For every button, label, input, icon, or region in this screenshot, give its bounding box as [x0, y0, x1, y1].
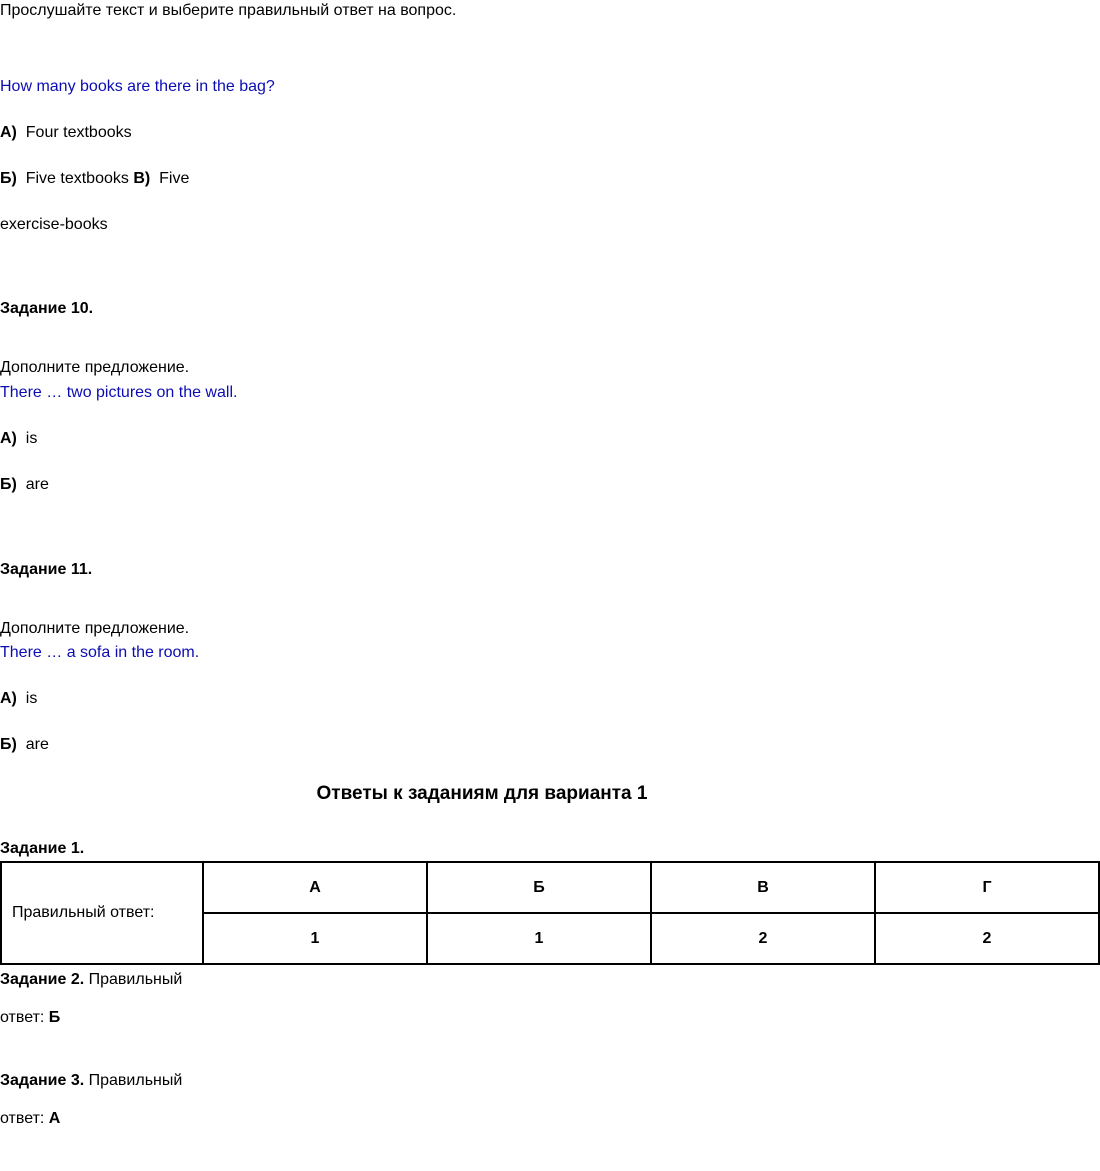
option-letter: В)	[133, 170, 151, 187]
table-header-cell: А	[203, 862, 427, 913]
option-letter: Б)	[0, 476, 17, 493]
option-letter: Б)	[0, 736, 17, 753]
option-text: Five textbooks	[25, 170, 129, 187]
option-text-continuation: exercise-books	[0, 216, 108, 233]
option-b	[0, 475, 49, 495]
option-text: are	[25, 736, 49, 753]
table-value-cell: 1	[203, 913, 427, 964]
option-text: is	[25, 430, 38, 447]
option-a	[0, 429, 37, 449]
task-instruction: Дополните предложение.	[0, 620, 190, 637]
option-b-and-c	[0, 169, 189, 189]
option-b	[0, 735, 49, 755]
question-text: How many books are there in the bag?	[0, 78, 275, 95]
table-header-cell: Г	[875, 862, 1099, 913]
option-a	[0, 689, 37, 709]
answer-value: А	[48, 1110, 61, 1127]
answer-value: Б	[48, 1009, 61, 1026]
option-text: Four textbooks	[25, 124, 132, 141]
task-title: Задание 3.	[0, 1072, 85, 1089]
option-a	[0, 123, 132, 143]
answers-heading: Ответы к заданиям для варианта 1	[316, 783, 648, 804]
sentence-text: There … two pictures on the wall.	[0, 384, 238, 401]
option-letter: А)	[0, 124, 17, 141]
answer-prefix: ответ:	[0, 1009, 45, 1026]
answer-text: Правильный	[88, 1072, 183, 1089]
option-letter: А)	[0, 690, 17, 707]
option-text: is	[25, 690, 38, 707]
table-row	[1, 862, 1099, 913]
answer-line	[0, 1071, 182, 1091]
table-header-cell: Б	[427, 862, 651, 913]
table-value-cell: 2	[651, 913, 875, 964]
table-label: Правильный ответ:	[1, 862, 203, 964]
option-text: are	[25, 476, 49, 493]
answer-line	[0, 970, 182, 990]
task-instruction: Прослушайте текст и выберите правильный ответ на вопрос.	[0, 2, 457, 19]
task-instruction: Дополните предложение.	[0, 359, 190, 376]
task-title: Задание 2.	[0, 971, 85, 988]
option-letter: Б)	[0, 170, 17, 187]
table-value-cell: 1	[427, 913, 651, 964]
task-title: Задание 11.	[0, 561, 93, 578]
option-letter: А)	[0, 430, 17, 447]
table-header-cell: В	[651, 862, 875, 913]
task-title: Задание 10.	[0, 300, 94, 317]
option-text: Five	[159, 170, 190, 187]
answer-line	[0, 1008, 60, 1028]
answer-table	[0, 861, 1100, 965]
sentence-text: There … a sofa in the room.	[0, 644, 200, 661]
task-title: Задание 1.	[0, 840, 85, 857]
table-value-cell: 2	[875, 913, 1099, 964]
answer-prefix: ответ:	[0, 1110, 45, 1127]
answer-text: Правильный	[88, 971, 183, 988]
answer-line	[0, 1109, 60, 1129]
